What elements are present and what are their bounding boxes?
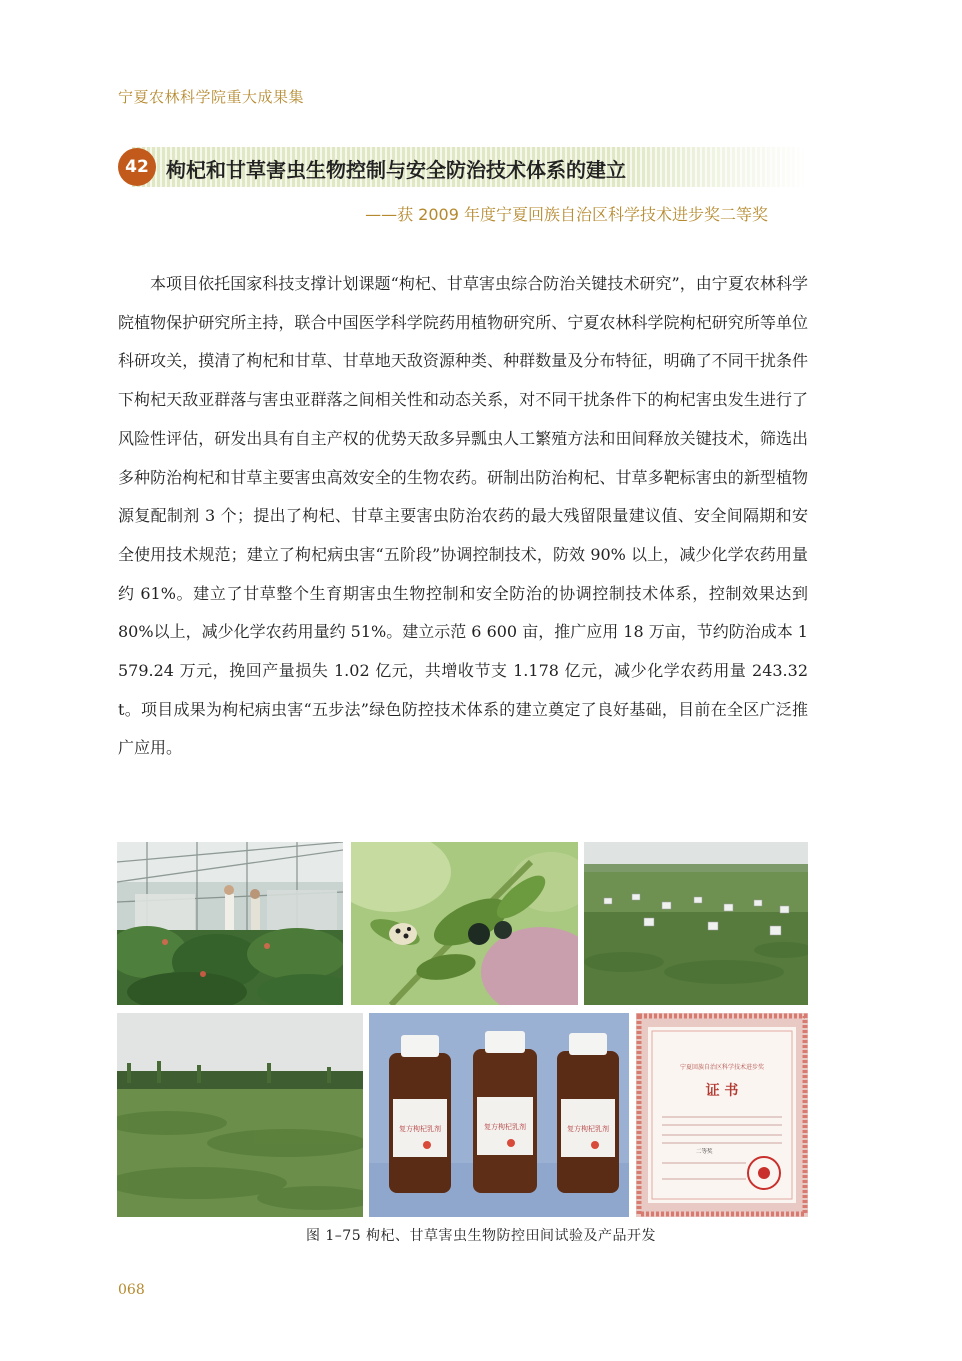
- bottle-label-2: 复方枸杞乳剂: [484, 1123, 526, 1131]
- body-paragraph: 本项目依托国家科技支撑计划课题“枸杞、甘草害虫综合防治关键技术研究”，由宁夏农林科学院植物保护研究所主持，联合中国医学科学院药用植物研究所、宁夏农林科学院枸杞研究所等单位科研攻关，摸清了枸杞和甘草、甘草地天敌资源种类、种群数量及分布特征，明确了不同干扰条件下枸杞天敌亚群落与害虫亚群落之间相关性和动态关系，对不同干扰条件下的枸杞害虫发生进行了风险性评估，研发出具有自主产权的优势天敌多异瓢虫人工繁殖方法和田间释放关键技术，筛选出多种防治枸杞和甘草主要害虫高效安全的生物农药。研制出防治枸杞、甘草多靶标害虫的新型植物源复配制剂 3 个；提出了枸杞、甘草主要害虫防治农药的最大残留限量建议值、安全间隔期和安全使用技术规范；建立了枸杞病虫害“五阶段”协调控制技术，防效 90% 以上，减少化学农药用量约 61%。建立了甘草整个生育期害虫生物控制和安全防治的协调控制技术体系，控制效果达到 80%以上，减少化学农药用量约 51%。建立示范 6 600 亩，推广应用 18 万亩，节约防治成本 1 579.24 万元，挽回产量损失 1.02 亿元，共增收节支 1.178 亿元，减少化学农药用量 243.32 t。项目成果为枸杞病虫害“五步法”绿色防控技术体系的建立奠定了良好基础，目前在全区广泛推广应用。: [118, 274, 808, 758]
- certificate-heading: 证 书: [705, 1083, 739, 1099]
- running-head: 宁夏农林科学院重大成果集: [118, 88, 305, 106]
- photo-ladybird: [351, 842, 578, 1005]
- photo-licorice-field: [117, 1013, 363, 1217]
- certificate-grade: 二等奖: [696, 1149, 713, 1155]
- photo-product-bottles: [369, 1013, 629, 1217]
- photo-award-certificate: [636, 1013, 808, 1217]
- section-number-badge: 42: [118, 148, 156, 186]
- photo-greenhouse: [117, 842, 343, 1005]
- bottle-label-1: 复方枸杞乳剂: [399, 1125, 441, 1133]
- section-subtitle: ——获 2009 年度宁夏回族自治区科学技术进步奖二等奖: [365, 205, 768, 224]
- bottle-label-3: 复方枸杞乳剂: [567, 1125, 609, 1133]
- figure-caption: 图 1–75 枸杞、甘草害虫生物防控田间试验及产品开发: [305, 1228, 657, 1244]
- section-title: 枸杞和甘草害虫生物控制与安全防治技术体系的建立: [166, 158, 626, 182]
- certificate-org: 宁夏回族自治区科学技术进步奖: [679, 1064, 765, 1071]
- page-number: 068: [118, 1282, 145, 1298]
- photo-field-markers: [584, 842, 808, 1005]
